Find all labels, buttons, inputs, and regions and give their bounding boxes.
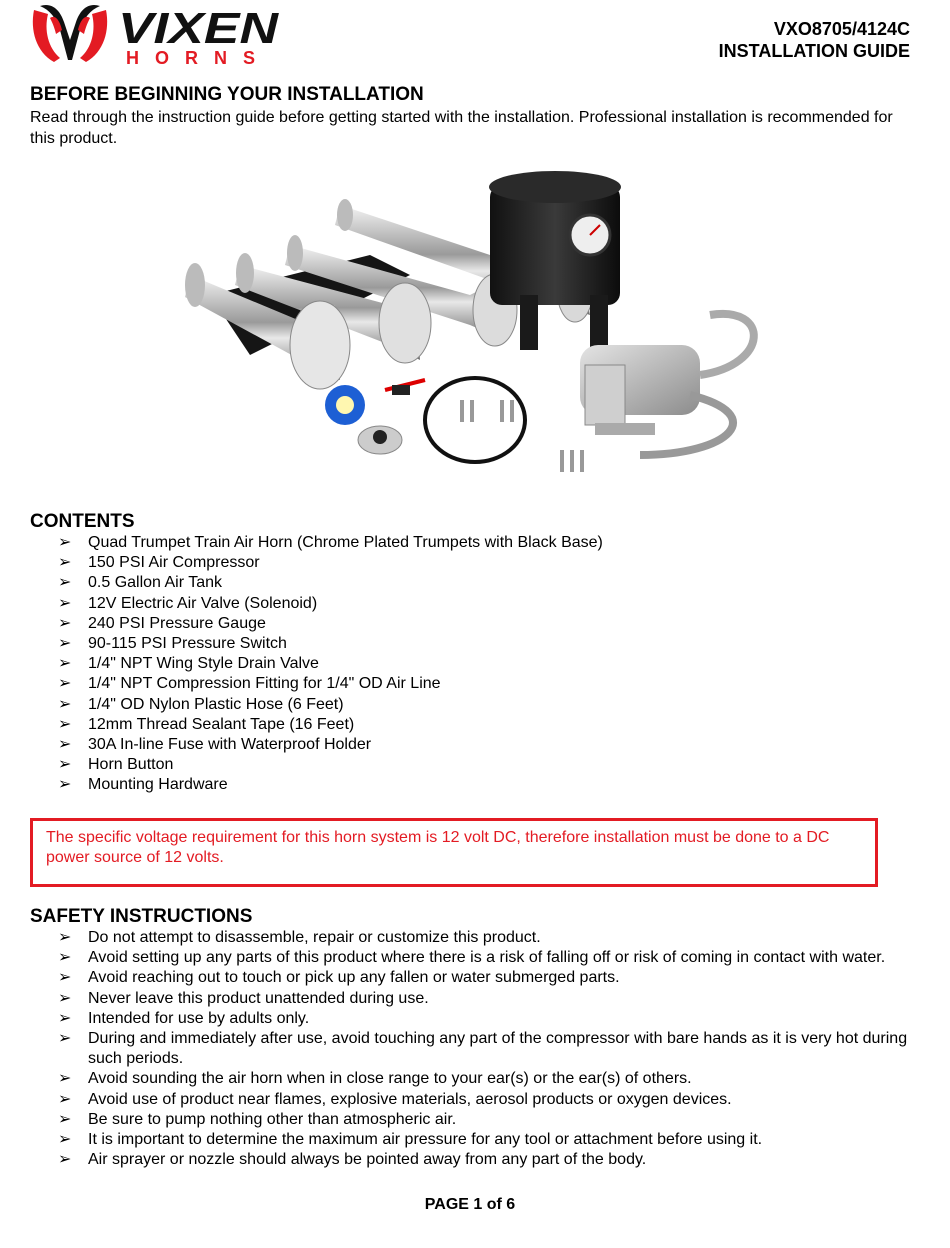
list-item xyxy=(58,1130,920,1150)
list-item-text: Quad Trumpet Train Air Horn (Chrome Plated Trumpets with Black Base) xyxy=(88,534,603,551)
list-item-text: 30A In-line Fuse with Waterproof Holder xyxy=(88,736,372,754)
list-item-text: 12V Electric Air Valve (Solenoid) xyxy=(88,594,318,612)
list-item-text: 1/4" NPT Wing Style Drain Valve xyxy=(88,655,319,673)
safety-list xyxy=(58,928,920,1170)
list-item xyxy=(58,695,603,715)
list-item-text: Air sprayer or nozzle should always be pointed away from any part of the body. xyxy=(88,1151,647,1169)
arrowhead-bullet-icon: ➢ xyxy=(58,554,72,572)
list-item xyxy=(58,573,603,593)
list-item xyxy=(58,775,603,795)
arrowhead-bullet-icon: ➢ xyxy=(58,1110,72,1128)
list-item-text: Be sure to pump nothing other than atmospheric air. xyxy=(88,1110,457,1128)
vixen-horns-logo xyxy=(30,0,280,68)
arrowhead-bullet-icon: ➢ xyxy=(58,989,72,1007)
list-item-text: Never leave this product unattended during use. xyxy=(88,989,429,1007)
arrowhead-bullet-icon: ➢ xyxy=(58,534,72,551)
list-item-text: It is important to determine the maximum air pressure for any tool or attachment before using it. xyxy=(88,1131,763,1149)
before-heading: BEFORE BEGINNING YOUR INSTALLATION xyxy=(30,84,424,105)
arrowhead-bullet-icon: ➢ xyxy=(58,1009,72,1027)
list-item xyxy=(58,614,603,634)
list-item xyxy=(58,989,920,1009)
arrowhead-bullet-icon: ➢ xyxy=(58,695,72,713)
list-item-text: Do not attempt to disassemble, repair or customize this product. xyxy=(88,929,541,946)
arrowhead-bullet-icon: ➢ xyxy=(58,614,72,632)
list-item xyxy=(58,755,603,775)
arrowhead-bullet-icon: ➢ xyxy=(58,1151,72,1169)
arrowhead-bullet-icon: ➢ xyxy=(58,1131,72,1149)
list-item-text: Mounting Hardware xyxy=(88,776,228,794)
list-item xyxy=(58,715,603,735)
document-header xyxy=(719,18,910,62)
arrowhead-bullet-icon: ➢ xyxy=(58,675,72,693)
list-item xyxy=(58,1069,920,1089)
arrowhead-bullet-icon: ➢ xyxy=(58,635,72,653)
list-item-text: Horn Button xyxy=(88,756,174,774)
arrowhead-bullet-icon: ➢ xyxy=(58,715,72,733)
list-item xyxy=(58,553,603,573)
safety-heading: SAFETY INSTRUCTIONS xyxy=(30,906,253,927)
arrowhead-bullet-icon: ➢ xyxy=(58,1090,72,1108)
arrowhead-bullet-icon: ➢ xyxy=(58,655,72,673)
list-item xyxy=(58,1029,920,1069)
list-item-text: 90-115 PSI Pressure Switch xyxy=(88,635,287,653)
logo-wordmark: VIXEN xyxy=(118,4,280,53)
list-item-text: Avoid setting up any parts of this product where there is a risk of falling off or risk of coming in contact with water. xyxy=(88,949,886,967)
list-item-text: 240 PSI Pressure Gauge xyxy=(88,614,266,632)
list-item xyxy=(58,928,920,948)
list-item xyxy=(58,735,603,755)
list-item xyxy=(58,1009,920,1029)
arrowhead-bullet-icon: ➢ xyxy=(58,929,72,946)
list-item-text: Intended for use by adults only. xyxy=(88,1009,310,1027)
list-item xyxy=(58,654,603,674)
arrowhead-bullet-icon: ➢ xyxy=(58,776,72,794)
arrowhead-bullet-icon: ➢ xyxy=(58,1070,72,1088)
list-item-text: 0.5 Gallon Air Tank xyxy=(88,574,223,592)
arrowhead-bullet-icon: ➢ xyxy=(58,1030,72,1048)
voltage-warning-box xyxy=(30,818,878,887)
model-number: VXO8705/4124C xyxy=(773,19,910,39)
list-item-text: Avoid use of product near flames, explosive materials, aerosol products or oxygen devices. xyxy=(88,1090,732,1108)
arrowhead-bullet-icon: ➢ xyxy=(58,574,72,592)
arrowhead-bullet-icon: ➢ xyxy=(58,736,72,754)
arrowhead-bullet-icon: ➢ xyxy=(58,594,72,612)
arrowhead-bullet-icon: ➢ xyxy=(58,969,72,987)
product-image xyxy=(170,165,780,495)
contents-heading: CONTENTS xyxy=(30,511,135,532)
list-item-text: 1/4" OD Nylon Plastic Hose (6 Feet) xyxy=(88,695,344,713)
list-item-text: Avoid sounding the air horn when in close range to your ear(s) or the ear(s) of others. xyxy=(88,1070,692,1088)
list-item xyxy=(58,674,603,694)
before-text: Read through the instruction guide before getting started with the installation. Professional installation is recommended for this product. xyxy=(30,109,893,147)
logo-mark-icon xyxy=(33,5,107,62)
list-item xyxy=(58,1150,920,1170)
document-title: INSTALLATION GUIDE xyxy=(718,41,910,61)
voltage-warning-text: The specific voltage requirement for this horn system is 12 volt DC, therefore installation must be done to a DC power source of 12 volts. xyxy=(46,829,830,866)
list-item xyxy=(58,1110,920,1130)
list-item xyxy=(58,1090,920,1110)
logo-subword: HORNS xyxy=(126,48,272,68)
list-item-text: 12mm Thread Sealant Tape (16 Feet) xyxy=(88,715,355,733)
list-item-text: Avoid reaching out to touch or pick up any fallen or water submerged parts. xyxy=(88,969,620,987)
list-item xyxy=(58,594,603,614)
list-item-text: 1/4" NPT Compression Fitting for 1/4" OD Air Line xyxy=(88,675,441,693)
list-item-text: 150 PSI Air Compressor xyxy=(88,554,260,572)
list-item xyxy=(58,634,603,654)
accessories xyxy=(325,378,584,472)
arrowhead-bullet-icon: ➢ xyxy=(58,756,72,774)
arrowhead-bullet-icon: ➢ xyxy=(58,949,72,967)
page-number: PAGE 1 of 6 xyxy=(424,1196,516,1213)
contents-list xyxy=(58,533,603,796)
list-item xyxy=(58,968,920,988)
list-item-text: During and immediately after use, avoid touching any part of the compressor with bare hands as it is very hot during such periods. xyxy=(88,1030,908,1068)
list-item xyxy=(58,533,603,553)
list-item xyxy=(58,948,920,968)
